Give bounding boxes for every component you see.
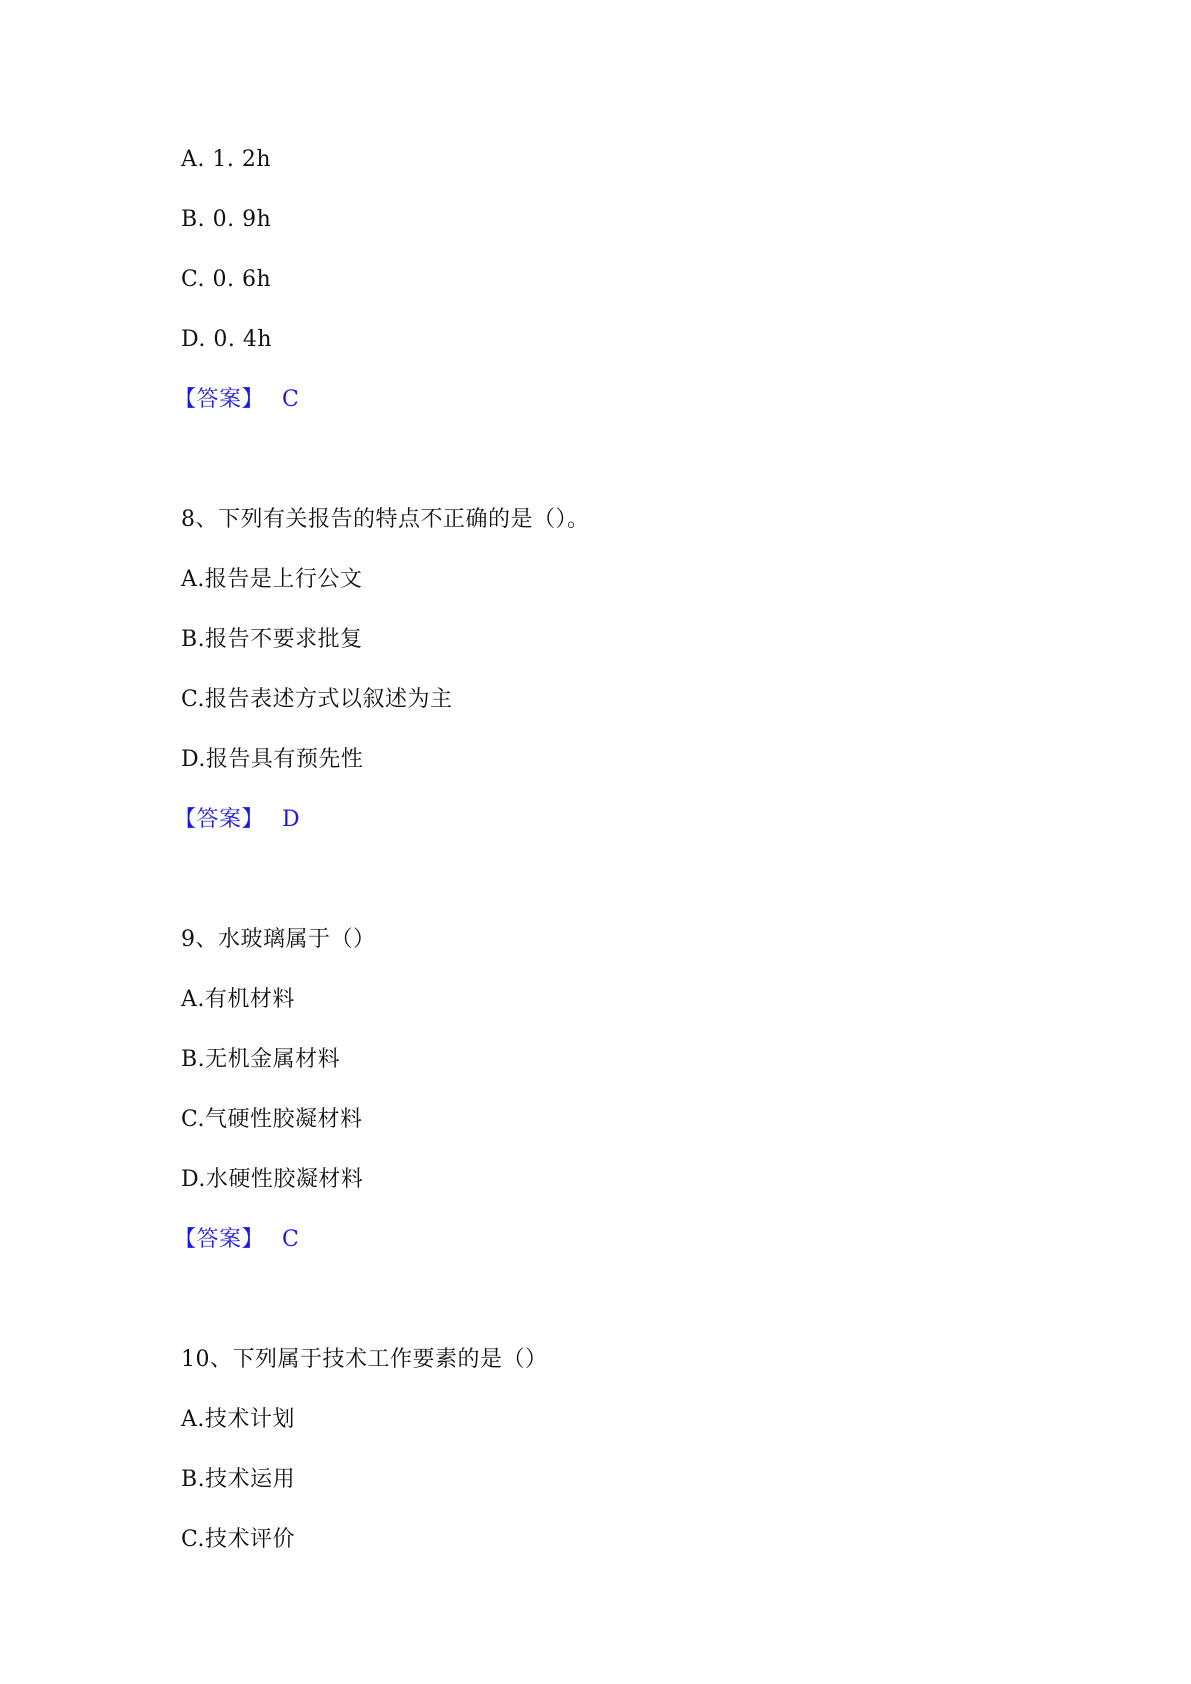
q8-answer — [174, 805, 300, 835]
q9-answer — [174, 1225, 299, 1255]
q8-option-d: D.报告具有预先性 — [181, 747, 364, 772]
q7-option-d: D. 0. 4h — [181, 327, 272, 352]
answer-label: 【答案】 — [174, 1227, 265, 1252]
answer-label: 【答案】 — [174, 807, 265, 832]
q7-option-b: B. 0. 9h — [181, 207, 272, 232]
q7-option-a: A. 1. 2h — [181, 147, 272, 172]
answer-value: D — [282, 807, 301, 832]
q9-option-c: C.气硬性胶凝材料 — [181, 1107, 363, 1132]
answer-label: 【答案】 — [174, 387, 265, 412]
q10-question: 10、下列属于技术工作要素的是（） — [181, 1347, 548, 1372]
q7-option-c: C. 0. 6h — [181, 267, 272, 292]
answer-value: C — [282, 387, 300, 412]
q10-option-c: C.技术评价 — [181, 1527, 296, 1552]
q9-question: 9、水玻璃属于（） — [181, 927, 376, 952]
answer-value: C — [282, 1227, 300, 1252]
q10-option-a: A.技术计划 — [181, 1407, 295, 1432]
q9-option-b: B.无机金属材料 — [181, 1047, 341, 1072]
q10-option-b: B.技术运用 — [181, 1467, 296, 1492]
q8-question: 8、下列有关报告的特点不正确的是（）。 — [181, 507, 590, 532]
q8-option-a: A.报告是上行公文 — [181, 567, 363, 592]
q7-answer — [174, 385, 299, 415]
q8-option-b: B.报告不要求批复 — [181, 627, 363, 652]
q9-option-a: A.有机材料 — [181, 987, 295, 1012]
q8-option-c: C.报告表述方式以叙述为主 — [181, 687, 453, 712]
q9-option-d: D.水硬性胶凝材料 — [181, 1167, 364, 1192]
